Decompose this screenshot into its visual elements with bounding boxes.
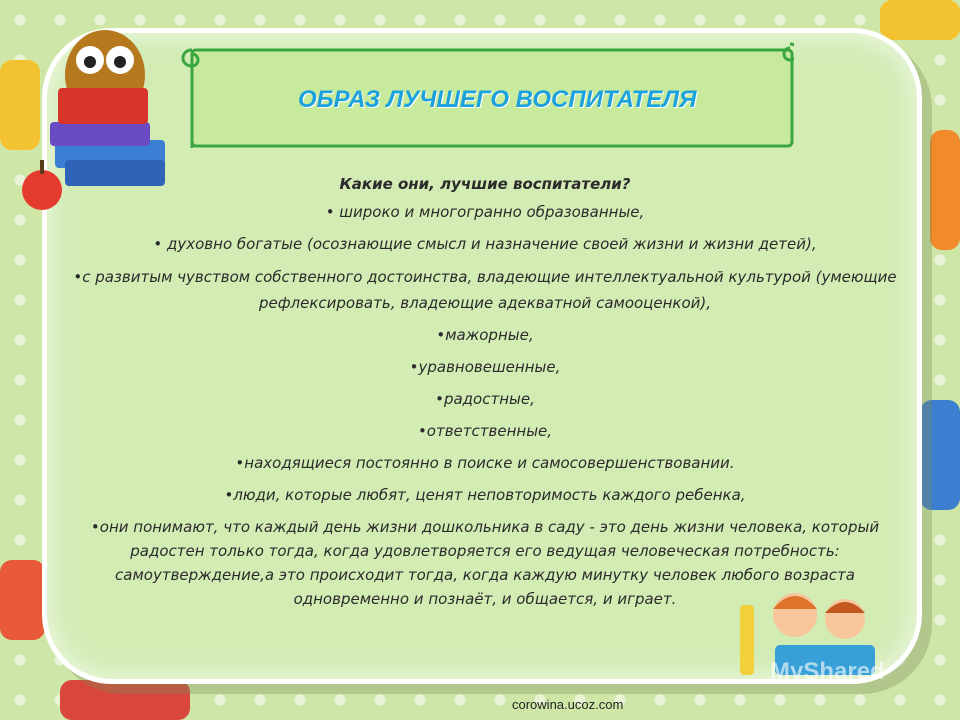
list-item: •уравновешенные,: [409, 358, 561, 376]
toy-tiger-decoration: [930, 130, 960, 250]
qualities-list: [70, 200, 900, 611]
toy-top-decoration: [880, 0, 960, 40]
list-item: • широко и многогранно образованные,: [325, 203, 645, 221]
list-item: •люди, которые любят, ценят неповторимость каждого ребенка,: [224, 486, 746, 504]
list-item: • духовно богатые (осознающие смысл и назначение своей жизни и жизни детей),: [153, 235, 817, 253]
list-item: •с развитым чувством собственного достоинства, владеющие интеллектуальной культурой (умеющие рефлексировать, владеющие адекватной самооценкой),: [73, 268, 897, 312]
list-item: •они понимают, что каждый день жизни дошкольника в саду - это день жизни человека, который радостен только тогда, когда удовлетворяется его ведущая человеческая потребность: самоутверждение,а это происходит тогда, когда каждую минутку человек любого возраста одновременно и познаёт, и общается, и играет.: [90, 518, 880, 608]
source-caption: corowina.ucoz.com: [512, 697, 624, 712]
toy-truck-decoration: [0, 560, 45, 640]
slide-body: [70, 175, 900, 618]
watermark-logo: MyShared: [770, 658, 885, 685]
list-item: •ответственные,: [417, 422, 553, 440]
list-item: •находящиеся постоянно в поиске и самосовершенствовании.: [235, 454, 735, 472]
slide-title: ОБРАЗ ЛУЧШЕГО ВОСПИТАТЕЛЯ: [298, 86, 697, 113]
list-item: •мажорные,: [436, 326, 534, 344]
question-heading: Какие они, лучшие воспитатели?: [339, 175, 631, 193]
list-item: •радостные,: [435, 390, 535, 408]
